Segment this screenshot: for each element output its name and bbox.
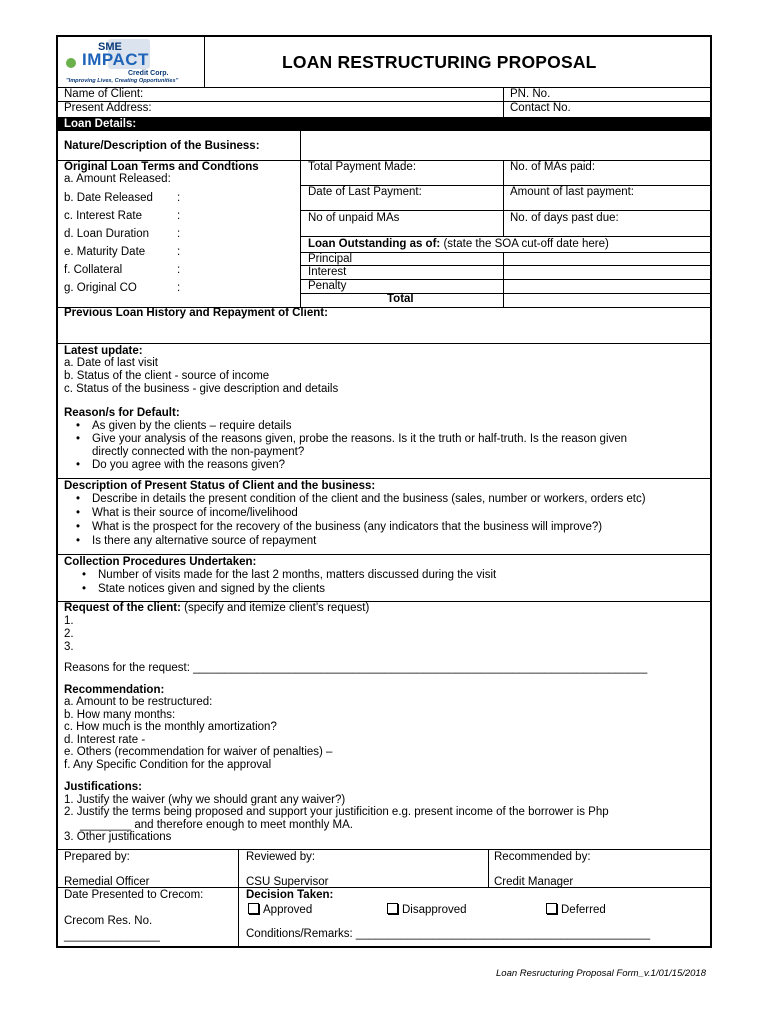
- logo-tagline: "Improving Lives, Creating Opportunities": [66, 78, 179, 84]
- logo-credit: Credit Corp.: [128, 70, 169, 77]
- logo-sme: SME: [98, 41, 122, 53]
- latest-update-heading: Latest update:: [64, 345, 143, 357]
- recommendation-item: d. Interest rate -: [64, 734, 146, 746]
- term-maturity-date: e. Maturity Date: [64, 246, 146, 258]
- term-colon: :: [177, 246, 181, 258]
- justification-item: ________ and therefore enough to meet monthly MA.: [64, 819, 353, 831]
- justifications-heading: Justifications:: [64, 781, 142, 793]
- disapproved-option[interactable]: Disapproved: [387, 903, 467, 917]
- recommended-by-label: Recommended by:: [494, 851, 591, 863]
- collection-heading: Collection Procedures Undertaken:: [64, 556, 257, 568]
- total-payment-label: Total Payment Made:: [308, 161, 417, 173]
- penalty-label: Penalty: [308, 280, 347, 292]
- term-colon: :: [177, 228, 181, 240]
- original-terms-heading: Original Loan Terms and Condtions: [64, 161, 259, 173]
- checkbox-icon[interactable]: [387, 903, 398, 914]
- justification-item: 2. Justify the terms being proposed and support your justificition e.g. present income of the borrower is Php: [64, 806, 609, 818]
- previous-history-heading: Previous Loan History and Repayment of Client:: [64, 307, 328, 319]
- logo-impact: IMPACT: [82, 50, 149, 69]
- amount-last-payment-label: Amount of last payment:: [510, 186, 635, 198]
- term-amount-released: a. Amount Released:: [64, 173, 171, 185]
- approved-option[interactable]: Approved: [248, 903, 312, 917]
- present-status-item: • Describe in details the present condition of the client and the business (sales, number or workers, orders etc): [92, 493, 646, 506]
- contact-no-label: Contact No.: [510, 102, 571, 114]
- loan-details-bar: [58, 117, 710, 131]
- present-status-heading: Description of Present Status of Client and the business:: [64, 480, 376, 492]
- days-past-due-label: No. of days past due:: [510, 212, 619, 224]
- term-interest-rate: c. Interest Rate: [64, 210, 142, 222]
- term-colon: :: [177, 210, 181, 222]
- logo-leaf-icon: [66, 58, 76, 68]
- deferred-option[interactable]: Deferred: [546, 903, 606, 917]
- term-colon: :: [177, 282, 181, 294]
- latest-update-item: b. Status of the client - source of income: [64, 370, 270, 382]
- justification-item: 1. Justify the waiver (why we should grant any waiver?): [64, 794, 346, 806]
- term-collateral: f. Collateral: [64, 264, 123, 276]
- loan-details-label: Loan Details:: [64, 118, 137, 130]
- mas-paid-label: No. of MAs paid:: [510, 161, 596, 173]
- reasons-default-item: • Give your analysis of the reasons given, probe the reasons. Is it the truth or half-truth. Is the reason given: [92, 433, 627, 446]
- collection-item: • State notices given and signed by the clients: [98, 583, 325, 596]
- form-version-footer: Loan Resructuring Proposal Form_v.1/01/15/2018: [496, 968, 707, 979]
- reviewed-role: CSU Supervisor: [246, 876, 329, 888]
- justification-item: 3. Other justifications: [64, 831, 172, 843]
- recommendation-item: a. Amount to be restructured:: [64, 696, 213, 708]
- recommendation-item: c. How much is the monthly amortization?: [64, 721, 277, 733]
- term-date-released: b. Date Released: [64, 192, 153, 204]
- term-original-co: g. Original CO: [64, 282, 137, 294]
- latest-update-item: c. Status of the business - give description and details: [64, 383, 339, 395]
- recommendation-item: f. Any Specific Condition for the approval: [64, 759, 272, 771]
- term-colon: :: [177, 264, 181, 276]
- date-presented-label: Date Presented to Crecom:: [64, 889, 204, 901]
- term-colon: :: [177, 192, 181, 204]
- recommendation-item: e. Others (recommendation for waiver of penalties) –: [64, 746, 333, 758]
- latest-update-item: a. Date of last visit: [64, 357, 158, 369]
- checkbox-icon[interactable]: [248, 903, 259, 914]
- nature-label: Nature/Description of the Business:: [64, 140, 260, 152]
- crecom-res-line[interactable]: _______________: [64, 930, 160, 942]
- interest-label: Interest: [308, 266, 347, 278]
- conditions-remarks[interactable]: Conditions/Remarks: ______________________________________________: [246, 928, 651, 940]
- present-address-label: Present Address:: [64, 102, 152, 114]
- request-heading: Request of the client: (specify and itemize client’s request): [64, 602, 370, 614]
- request-reasons[interactable]: Reasons for the request: _______________________________________________________________________: [64, 662, 648, 674]
- request-item: 2.: [64, 628, 74, 640]
- present-status-item: • What is the prospect for the recovery of the business (any indicators that the business will improve?): [92, 521, 602, 534]
- present-status-item: • What is their source of income/livelihood: [92, 507, 298, 520]
- pn-no-label: PN. No.: [510, 88, 551, 100]
- reasons-default-continuation: directly connected with the non-payment?: [92, 446, 305, 458]
- request-item: 3.: [64, 641, 74, 653]
- page-title: LOAN RESTRUCTURING PROPOSAL: [282, 52, 597, 72]
- recommendation-item: b. How many months:: [64, 709, 176, 721]
- prepared-role: Remedial Officer: [64, 876, 150, 888]
- request-item: 1.: [64, 615, 74, 627]
- date-last-payment-label: Date of Last Payment:: [308, 186, 422, 198]
- form-frame: [56, 35, 712, 948]
- present-status-item: • Is there any alternative source of repayment: [92, 535, 316, 548]
- unpaid-mas-label: No of unpaid MAs: [308, 212, 400, 224]
- checkbox-icon[interactable]: [546, 903, 557, 914]
- loan-outstanding-label: Loan Outstanding as of: (state the SOA cut-off date here): [308, 238, 609, 250]
- recommended-role: Credit Manager: [494, 876, 574, 888]
- crecom-res-label: Crecom Res. No.: [64, 915, 153, 927]
- reviewed-by-label: Reviewed by:: [246, 851, 316, 863]
- reasons-default-heading: Reason/s for Default:: [64, 407, 180, 419]
- collection-item: • Number of visits made for the last 2 months, matters discussed during the visit: [98, 569, 496, 582]
- reasons-default-item: • Do you agree with the reasons given?: [92, 459, 285, 472]
- reasons-default-item: • As given by the clients – require details: [92, 420, 291, 433]
- principal-label: Principal: [308, 253, 353, 265]
- term-loan-duration: d. Loan Duration: [64, 228, 150, 240]
- prepared-by-label: Prepared by:: [64, 851, 130, 863]
- decision-heading: Decision Taken:: [246, 889, 334, 901]
- company-logo: [58, 37, 204, 87]
- client-name-label: Name of Client:: [64, 88, 144, 100]
- total-label: Total: [387, 293, 414, 305]
- recommendation-heading: Recommendation:: [64, 684, 165, 696]
